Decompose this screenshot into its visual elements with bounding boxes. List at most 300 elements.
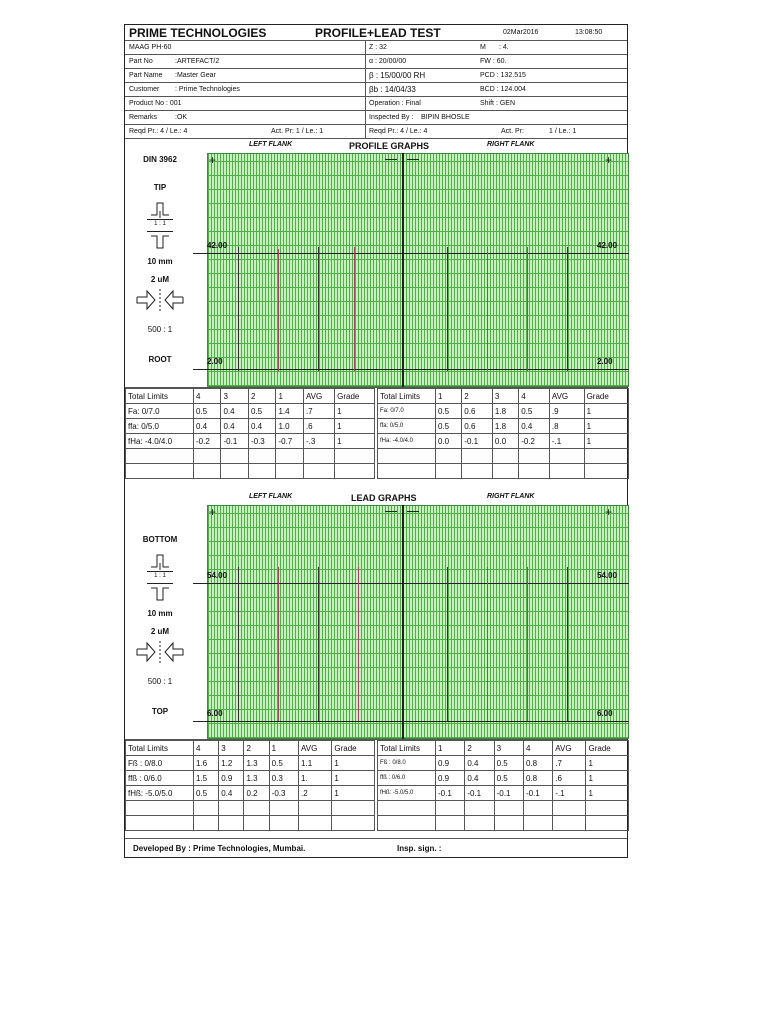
table-cell: 0.4 xyxy=(248,419,275,434)
inspected-by-label: Inspected By : xyxy=(369,114,414,121)
table-cell xyxy=(299,801,332,816)
profile-trace xyxy=(447,247,448,371)
report-time: 13:08:50 xyxy=(575,29,603,36)
test-title: PROFILE+LEAD TEST xyxy=(315,25,441,40)
table-cell: 1.4 xyxy=(276,404,303,419)
profile-trace xyxy=(278,249,279,371)
lead-right-table xyxy=(377,740,629,831)
shift: Shift : GEN xyxy=(480,100,516,107)
table-cell: .2 xyxy=(299,786,332,801)
table-cell: 0.2 xyxy=(244,786,269,801)
table-cell: fHß: -5.0/5.0 xyxy=(126,786,194,801)
table-cell xyxy=(219,801,244,816)
table-cell xyxy=(221,449,248,464)
ratio-1: 1 : 1 xyxy=(154,221,166,227)
table-cell xyxy=(436,464,462,479)
helix-angle: β : 15/00/00 RH xyxy=(369,71,426,80)
table-cell: .8 xyxy=(549,419,584,434)
table-cell: 0.4 xyxy=(219,786,244,801)
info-row-4 xyxy=(125,83,627,97)
table-cell: 4 xyxy=(523,741,552,756)
lead-lower-limit-line xyxy=(193,721,629,722)
table-cell: -0.7 xyxy=(276,434,303,449)
table-cell: 0.5 xyxy=(519,404,550,419)
table-cell xyxy=(276,464,303,479)
table-cell: 3 xyxy=(221,389,248,404)
lead-trace xyxy=(447,567,448,721)
table-cell: 0.8 xyxy=(523,771,552,786)
table-cell: 2 xyxy=(244,741,269,756)
lead-upper-limit-line xyxy=(193,583,629,584)
table-cell: -0.1 xyxy=(221,434,248,449)
table-cell xyxy=(269,816,298,831)
table-cell: fHa: -4.0/4.0 xyxy=(378,434,436,449)
table-cell: Grade xyxy=(584,389,628,404)
table-cell xyxy=(378,801,436,816)
table-cell: 0.5 xyxy=(494,771,523,786)
table-cell: 1.8 xyxy=(492,419,518,434)
bottom-label: BOTTOM xyxy=(142,535,178,544)
table-cell xyxy=(248,464,275,479)
table-row xyxy=(378,464,629,479)
table-cell: 1.6 xyxy=(194,756,219,771)
table-cell xyxy=(378,464,436,479)
part-name: :Master Gear xyxy=(175,72,216,79)
operation: Operation : Final xyxy=(369,100,421,107)
lead-lower-value-left: 6.00 xyxy=(207,709,223,718)
table-cell: 0.5 xyxy=(194,786,219,801)
lead-left-flank: LEFT FLANK xyxy=(249,493,293,500)
table-cell: .7 xyxy=(553,756,586,771)
module-label: M xyxy=(480,44,486,51)
table-cell: Total Limits xyxy=(378,389,436,404)
table-cell xyxy=(436,816,465,831)
table-cell xyxy=(553,801,586,816)
marker-line xyxy=(407,159,419,160)
table-cell: 0.0 xyxy=(436,434,462,449)
table-cell xyxy=(492,449,518,464)
table-row xyxy=(126,756,375,771)
report-footer xyxy=(125,838,627,857)
table-cell xyxy=(436,449,462,464)
table-cell: Fa: 0/7.0 xyxy=(126,404,194,419)
table-row xyxy=(126,404,375,419)
table-cell: 1.5 xyxy=(194,771,219,786)
report-date: 02Mar2016 xyxy=(503,29,539,36)
profile-chart-grid xyxy=(207,153,629,387)
scale-um: 2 uM xyxy=(150,275,170,284)
table-cell: -0.1 xyxy=(494,786,523,801)
table-row xyxy=(378,434,629,449)
table-cell: .9 xyxy=(549,404,584,419)
deviation-arrows-icon xyxy=(135,641,185,661)
table-cell xyxy=(244,816,269,831)
profile-lower-value-right: 2.00 xyxy=(597,357,613,366)
profile-upper-value-right: 42.00 xyxy=(597,241,618,250)
table-cell: AVG xyxy=(549,389,584,404)
table-cell: 0.4 xyxy=(221,404,248,419)
table-cell: Total Limits xyxy=(378,741,436,756)
magnification-down-icon xyxy=(147,231,173,252)
profile-legend xyxy=(125,139,195,387)
base-helix-angle: βb : 14/04/33 xyxy=(369,85,416,94)
table-cell xyxy=(194,464,221,479)
crosshair-icon: + xyxy=(209,505,217,519)
table-cell xyxy=(299,816,332,831)
table-cell: -0.1 xyxy=(523,786,552,801)
profile-trace xyxy=(487,247,488,371)
profile-graphs-title: PROFILE GRAPHS xyxy=(349,141,430,151)
table-cell xyxy=(303,449,334,464)
table-cell xyxy=(549,464,584,479)
act-right-label: Act. Pr: xyxy=(501,128,524,135)
table-cell: 0.6 xyxy=(462,404,493,419)
machine: MAAG PH-60 xyxy=(129,44,172,51)
pcd: PCD : 132.515 xyxy=(480,72,526,79)
table-cell: .7 xyxy=(303,404,334,419)
table-cell: -.3 xyxy=(303,434,334,449)
table-cell: 1.1 xyxy=(299,756,332,771)
marker-line xyxy=(407,511,419,512)
table-cell xyxy=(335,464,375,479)
deviation-arrows-icon xyxy=(135,289,185,309)
scale-mm: 10 mm xyxy=(147,257,173,266)
table-row xyxy=(378,404,629,419)
table-cell: 2 xyxy=(248,389,275,404)
table-cell: 1 xyxy=(436,741,465,756)
table-cell: Total Limits xyxy=(126,741,194,756)
table-cell: -.1 xyxy=(549,434,584,449)
table-cell: 1 xyxy=(335,434,375,449)
table-cell: 1 xyxy=(335,404,375,419)
table-cell: 3 xyxy=(219,741,244,756)
table-cell xyxy=(519,464,550,479)
table-row xyxy=(378,449,629,464)
table-cell: .6 xyxy=(303,419,334,434)
remarks-label: Remarks xyxy=(129,114,158,121)
table-cell: -0.3 xyxy=(248,434,275,449)
table-cell: 0.6 xyxy=(462,419,493,434)
info-row-6 xyxy=(125,111,627,125)
table-cell xyxy=(523,801,552,816)
table-cell: 1.3 xyxy=(244,771,269,786)
teeth-count: Z : 32 xyxy=(369,44,387,51)
lead-chart-grid xyxy=(207,505,629,739)
table-cell: -.1 xyxy=(553,786,586,801)
magnification-up-icon xyxy=(147,549,173,572)
table-cell xyxy=(248,449,275,464)
inspected-by: BIPIN BHOSLE xyxy=(421,114,470,121)
table-cell xyxy=(194,816,219,831)
table-cell: 1.0 xyxy=(276,419,303,434)
profile-right-table xyxy=(377,388,629,479)
table-cell: AVG xyxy=(303,389,334,404)
table-cell xyxy=(126,816,194,831)
magnification-up-icon xyxy=(147,197,173,220)
table-cell: 0.5 xyxy=(194,404,221,419)
table-cell: 0.9 xyxy=(436,771,465,786)
table-cell: 0.4 xyxy=(465,771,494,786)
table-cell: .6 xyxy=(553,771,586,786)
table-cell xyxy=(332,801,375,816)
lead-section xyxy=(125,491,627,739)
table-cell xyxy=(436,801,465,816)
table-cell: ffß : 0/6.0 xyxy=(126,771,194,786)
table-cell: 0.5 xyxy=(248,404,275,419)
table-cell: 0.9 xyxy=(436,756,465,771)
table-cell xyxy=(462,449,493,464)
table-cell: 1 xyxy=(436,389,462,404)
table-cell xyxy=(465,816,494,831)
act-right-value: 1 / Le.: 1 xyxy=(549,128,577,135)
lead-legend xyxy=(125,491,195,739)
table-cell: 1 xyxy=(269,741,298,756)
lead-trace xyxy=(567,567,568,721)
profile-right-flank: RIGHT FLANK xyxy=(487,141,535,148)
table-cell: Fa: 0/7.0 xyxy=(378,404,436,419)
customer-label: Customer xyxy=(129,86,160,93)
pressure-angle: α : 20/00/00 xyxy=(369,58,407,65)
profile-results xyxy=(125,387,627,491)
profile-trace xyxy=(354,247,355,371)
profile-lower-limit-line xyxy=(193,369,629,370)
company-name: PRIME TECHNOLOGIES xyxy=(129,25,267,40)
table-cell: 0.4 xyxy=(221,419,248,434)
tip-label: TIP xyxy=(153,183,167,192)
din-standard: DIN 3962 xyxy=(143,155,177,164)
table-cell: 1 xyxy=(332,786,375,801)
table-cell: fHa: -4.0/4.0 xyxy=(126,434,194,449)
table-cell: Total Limits xyxy=(126,389,194,404)
lead-graphs-title: LEAD GRAPHS xyxy=(351,493,417,503)
table-cell xyxy=(549,449,584,464)
table-cell xyxy=(586,816,629,831)
table-cell xyxy=(194,801,219,816)
act-left: Act. Pr: 1 / Le.: 1 xyxy=(271,128,324,135)
table-cell xyxy=(584,449,628,464)
profile-section xyxy=(125,139,627,387)
table-cell xyxy=(492,464,518,479)
crosshair-icon: + xyxy=(209,153,217,167)
table-cell: 0.4 xyxy=(519,419,550,434)
table-cell: 1 xyxy=(584,419,628,434)
table-row xyxy=(126,816,375,831)
remarks: :OK xyxy=(175,114,188,121)
table-row xyxy=(126,449,375,464)
table-cell xyxy=(126,801,194,816)
table-cell xyxy=(194,449,221,464)
table-cell: 1.8 xyxy=(492,404,518,419)
marker-line xyxy=(385,511,397,512)
table-cell xyxy=(219,816,244,831)
table-cell: 0.0 xyxy=(492,434,518,449)
table-cell: 0.5 xyxy=(494,756,523,771)
table-cell: -0.1 xyxy=(462,434,493,449)
reqd-left: Reqd Pr.: 4 / Le.: 4 xyxy=(129,128,188,135)
scale-mm: 10 mm xyxy=(147,609,173,618)
crosshair-icon: + xyxy=(605,153,613,167)
table-cell: 4 xyxy=(194,741,219,756)
lead-trace xyxy=(238,567,239,721)
root-label: ROOT xyxy=(148,355,172,364)
part-no: :ARTEFACT/2 xyxy=(175,58,220,65)
lead-trace xyxy=(527,567,528,721)
table-row xyxy=(378,771,629,786)
table-row xyxy=(126,786,375,801)
table-row xyxy=(126,801,375,816)
table-row xyxy=(126,434,375,449)
marker-line xyxy=(385,159,397,160)
table-cell: 0.5 xyxy=(436,404,462,419)
table-cell xyxy=(465,801,494,816)
info-row-5 xyxy=(125,97,627,111)
table-header-row xyxy=(126,741,375,756)
info-row-1 xyxy=(125,41,627,55)
table-cell xyxy=(332,816,375,831)
table-cell: Fß : 0/8.0 xyxy=(378,756,436,771)
table-cell xyxy=(462,464,493,479)
table-cell: 1 xyxy=(586,786,629,801)
table-cell: AVG xyxy=(299,741,332,756)
table-cell: 0.9 xyxy=(219,771,244,786)
table-cell: -0.1 xyxy=(436,786,465,801)
table-cell: 1 xyxy=(584,404,628,419)
table-cell: ffa: 0/5.0 xyxy=(126,419,194,434)
report-header xyxy=(125,25,627,41)
table-cell: Grade xyxy=(586,741,629,756)
table-cell xyxy=(523,816,552,831)
table-header-row xyxy=(378,389,629,404)
table-cell: Fß : 0/8.0 xyxy=(126,756,194,771)
table-cell xyxy=(553,816,586,831)
profile-lower-value-left: 2.00 xyxy=(207,357,223,366)
ratio-1: 1 : 1 xyxy=(154,573,166,579)
table-cell: -0.2 xyxy=(194,434,221,449)
table-cell: 1 xyxy=(584,434,628,449)
table-row xyxy=(378,801,629,816)
table-cell: 0.5 xyxy=(269,756,298,771)
table-cell xyxy=(126,449,194,464)
table-cell: 2 xyxy=(465,741,494,756)
table-cell: Grade xyxy=(335,389,375,404)
profile-trace xyxy=(567,247,568,371)
part-no-label: Part No xyxy=(129,58,153,65)
lead-lower-value-right: 6.00 xyxy=(597,709,613,718)
lead-trace xyxy=(487,567,488,721)
customer: : Prime Technologies xyxy=(175,86,240,93)
table-header-row xyxy=(126,389,375,404)
table-cell: 4 xyxy=(519,389,550,404)
face-width: FW : 60. xyxy=(480,58,507,65)
lead-trace xyxy=(278,567,279,721)
table-cell xyxy=(378,816,436,831)
lead-trace xyxy=(358,567,359,721)
developed-by: Developed By : Prime Technologies, Mumbai. xyxy=(133,843,306,853)
profile-left-table xyxy=(125,388,375,479)
table-cell: 0.3 xyxy=(269,771,298,786)
table-cell xyxy=(303,464,334,479)
table-cell: 1. xyxy=(299,771,332,786)
scale-um: 2 uM xyxy=(150,627,170,636)
table-cell: 0.5 xyxy=(436,419,462,434)
ratio-2: 500 : 1 xyxy=(147,677,173,686)
table-cell: 1 xyxy=(586,771,629,786)
module-value: : 4. xyxy=(499,44,509,51)
profile-upper-limit-line xyxy=(193,253,629,254)
profile-trace xyxy=(238,247,239,371)
table-cell xyxy=(519,449,550,464)
profile-trace xyxy=(318,247,319,371)
table-cell: -0.3 xyxy=(269,786,298,801)
profile-center-divider xyxy=(402,153,404,387)
ratio-2: 500 : 1 xyxy=(147,325,173,334)
table-cell xyxy=(494,816,523,831)
bcd: BCD : 124.004 xyxy=(480,86,526,93)
lead-results xyxy=(125,739,627,841)
table-cell xyxy=(584,464,628,479)
lead-trace xyxy=(318,567,319,721)
part-name-label: Part Name xyxy=(129,72,163,79)
table-cell: 2 xyxy=(462,389,493,404)
table-cell: 1 xyxy=(332,756,375,771)
table-cell: 4 xyxy=(194,389,221,404)
table-cell: -0.2 xyxy=(519,434,550,449)
table-cell: 0.4 xyxy=(465,756,494,771)
lead-upper-value-left: 54.00 xyxy=(207,571,228,580)
table-header-row xyxy=(378,741,629,756)
table-cell: -0.1 xyxy=(465,786,494,801)
product-no: Product No : 001 xyxy=(129,100,182,107)
inspection-report xyxy=(124,24,628,858)
table-cell: AVG xyxy=(553,741,586,756)
info-row-7 xyxy=(125,125,627,139)
table-row xyxy=(126,464,375,479)
table-cell: 1.2 xyxy=(219,756,244,771)
lead-center-divider xyxy=(402,505,404,739)
table-cell: ffa: 0/5.0 xyxy=(378,419,436,434)
profile-upper-value-left: 42.00 xyxy=(207,241,228,250)
table-cell: 1 xyxy=(586,756,629,771)
table-cell: 1 xyxy=(335,419,375,434)
table-cell: 1 xyxy=(276,389,303,404)
lead-left-table xyxy=(125,740,375,831)
table-cell: 1.3 xyxy=(244,756,269,771)
info-row-3 xyxy=(125,69,627,83)
table-cell xyxy=(378,449,436,464)
lead-upper-value-right: 54.00 xyxy=(597,571,618,580)
info-row-2 xyxy=(125,55,627,69)
profile-trace xyxy=(527,247,528,371)
table-cell xyxy=(586,801,629,816)
table-cell: 0.4 xyxy=(194,419,221,434)
table-row xyxy=(126,771,375,786)
table-row xyxy=(378,786,629,801)
table-cell: Grade xyxy=(332,741,375,756)
reqd-right: Reqd Pr.: 4 / Le.: 4 xyxy=(369,128,428,135)
table-cell: ffß : 0/6.0 xyxy=(378,771,436,786)
table-cell: 3 xyxy=(492,389,518,404)
magnification-down-icon xyxy=(147,583,173,604)
table-cell xyxy=(269,801,298,816)
table-cell xyxy=(126,464,194,479)
table-cell xyxy=(276,449,303,464)
table-cell: fHß: -5.0/5.0 xyxy=(378,786,436,801)
table-cell: 0.8 xyxy=(523,756,552,771)
table-row xyxy=(378,816,629,831)
table-cell: 3 xyxy=(494,741,523,756)
table-row xyxy=(378,419,629,434)
table-cell xyxy=(221,464,248,479)
